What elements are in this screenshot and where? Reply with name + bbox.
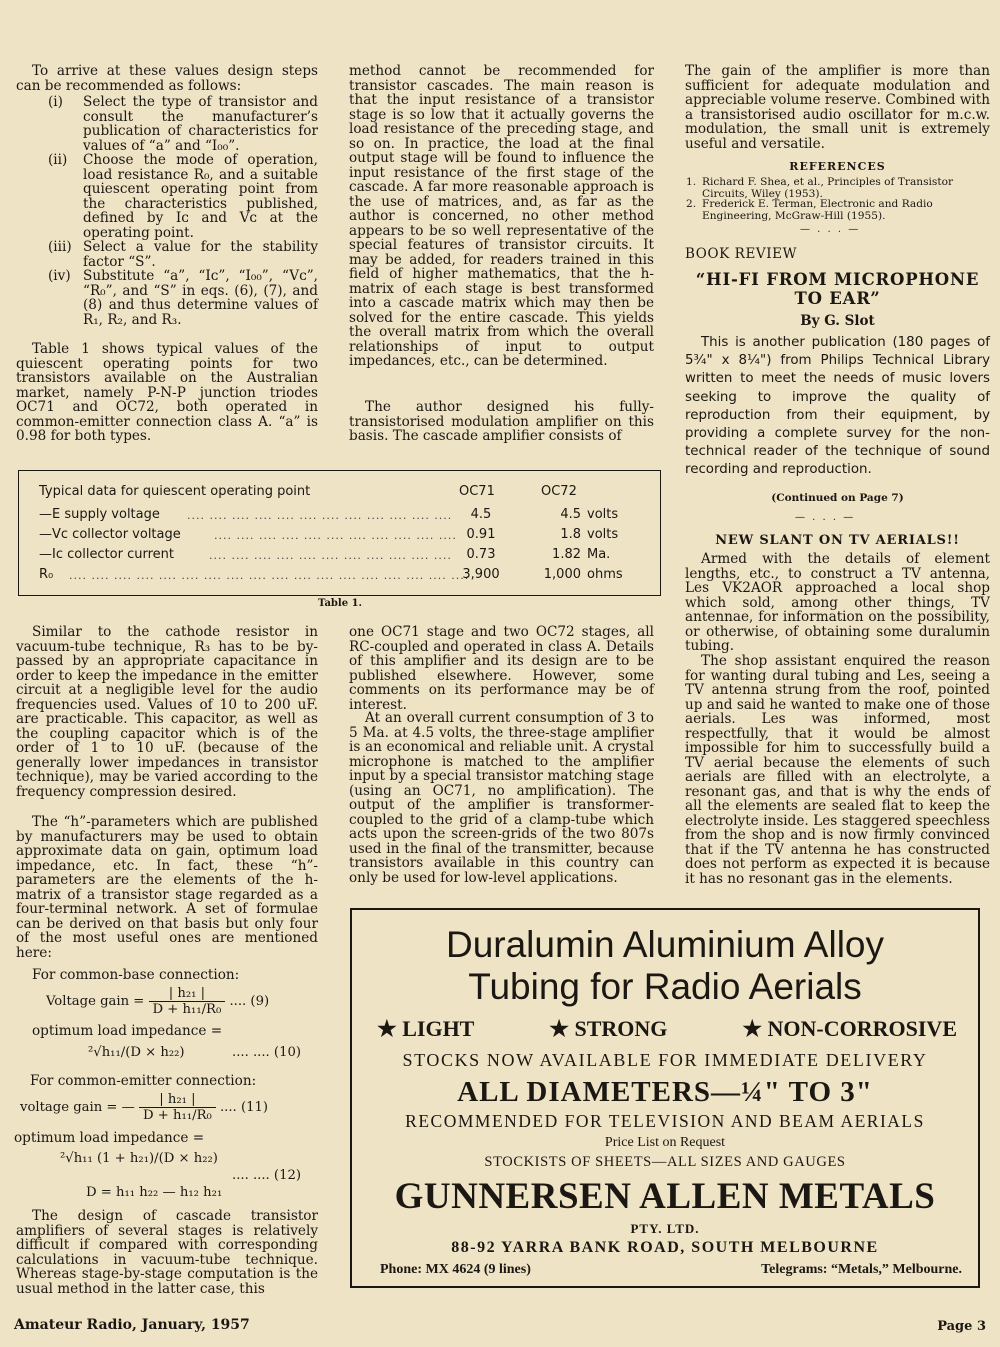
ad-price-line: Price List on Request — [604, 1135, 726, 1150]
ad-feature: ★ NON-CORROSIVE — [742, 1016, 957, 1041]
ad-feature: ★ STRONG — [549, 1016, 668, 1041]
common-base-label: For common-base connection: — [32, 967, 240, 983]
formula-9: Voltage gain = $\frac{\text{| h₂₁ |}}{\text{D + h₁₁/R₀}}$ .... (9) — [46, 986, 270, 1017]
intro-paragraph: To arrive at these values design steps can be recommended as follows: — [16, 63, 318, 94]
ad-address: 88-92 YARRA BANK ROAD, SOUTH MELBOURNE — [451, 1239, 879, 1256]
footer-publication: Amateur Radio, January, 1957 — [14, 1317, 250, 1333]
common-emitter-label: For common-emitter connection: — [30, 1073, 257, 1089]
design-step: (ii) Choose the mode of operation, load resistance R₀, and a suitable quiescent operating point from the characteristics published, defined by Iᴄ and Vᴄ at the operating point. — [48, 152, 318, 241]
separator: — . . . — — [795, 512, 856, 523]
table-row: —Iᴄ collector current .... .... .... .... .... .... .... .... .... .... .... 0.73 1.82 Ma. — [39, 547, 611, 562]
table-col-oc71: OC71 — [459, 484, 495, 499]
table-col-oc72: OC72 — [541, 484, 577, 499]
amplifier-stages-paragraph: one OC71 stage and two OC72 stages, all RC-coupled and operated in class A. Details of this amplifier and its design are to be published elsewhere. However, some comments on its performance may be of interest. — [349, 624, 654, 713]
ad-company-name: GUNNERSEN ALLEN METALS — [394, 1176, 936, 1217]
table-row: R₀ .... .... .... .... .... .... .... .... .... .... .... .... .... .... .... .... .... .... 3,900 1,000 ohms — [39, 567, 623, 582]
tv-aerials-paragraph-1: Armed with the details of element lengths, etc., to construct a TV antenna, Les VK2AOR approached a local shop which sold, among other things, TV antennae, for information on the possibility, or otherwise, of obtaining some duralumin tubing. — [685, 551, 990, 654]
design-step: (iii) Select a value for the stability factor “S”. — [48, 239, 318, 270]
current-consumption-paragraph: At an overall current consumption of 3 to 5 Ma. at 4.5 volts, the three-stage amplifier is an economical and reliable unit. A crystal microphone is matched to the amplifier input by a special transistor matching stage (using an OC71, no amplification). The output of the amplifier is transformer-coupled to the grid of a clamp-tube which acts upon the screen-grids of the two 807s used in the final of the transmitter, because transistors available in this country can only be used for low-level applications. — [349, 710, 654, 886]
reference-item: 1. Richard F. Shea, et al., Principles of Transistor Circuits, Wiley (1953). — [686, 176, 954, 200]
ad-telegrams: Telegrams: “Metals,” Melbourne. — [761, 1262, 962, 1277]
formula-12: ²√h₁₁ (1 + h₂₁)/(D × h₂₂) — [60, 1151, 218, 1166]
table-row: —E supply voltage .... .... .... .... .... .... .... .... .... .... .... .... 4.5 4.5 volts — [39, 507, 619, 522]
ad-feature: ★ LIGHT — [377, 1016, 475, 1041]
ad-pty-ltd: PTY. LTD. — [630, 1221, 700, 1236]
footer-page-number: Page 3 — [937, 1319, 986, 1334]
table-header: Typical data for quiescent operating point — [39, 484, 311, 499]
table1-intro-paragraph: Table 1 shows typical values of the quiescent operating points for two transistors available on the Australian market, namely P-N-P junction triodes OC71 and OC72, both operated in common-emitter connection class A. “a” is 0.98 for both types. — [16, 341, 318, 444]
ad-title-line-1: Duralumin Aluminium Alloy — [445, 924, 884, 965]
design-step: (iv) Substitute “a”, “Iᴄ”, “I₀₀”, “Vᴄ”, “R₀”, and “S” in eqs. (6), (7), and (8) and thus determine values of R₁, R₂, and R₃. — [48, 268, 318, 328]
book-author: By G. Slot — [800, 313, 875, 329]
book-title: “HI-FI FROM MICROPHONE TO EAR” — [695, 270, 980, 308]
ad-recommended-line: RECOMMENDED FOR TELEVISION AND BEAM AERIALS — [405, 1111, 925, 1131]
formula-10-label: optimum load impedance = — [32, 1023, 223, 1039]
cascade-design-paragraph: The design of cascade transistor amplifiers of several stages is relatively difficult if compared with corresponding calculations in vacuum-tube technique. Whereas stage-by-stage computation is the usual method in the latter case, this — [16, 1208, 318, 1297]
table-1 — [18, 470, 661, 596]
ad-diameters-line: ALL DIAMETERS—¼" TO 3" — [457, 1076, 873, 1108]
table-row: —Vᴄ collector voltage .... .... .... .... .... .... .... .... .... .... .... 0.91 1.8 volts — [39, 527, 619, 542]
tv-aerials-heading: NEW SLANT ON TV AERIALS!! — [715, 533, 960, 548]
formula-12-number: .... .... (12) — [232, 1168, 301, 1183]
table-caption: Table 1. — [317, 598, 363, 609]
cascade-paragraph: method cannot be recommended for transistor cascades. The main reason is that the input resistance of a transistor stage is so low that it actually governs the load resistance of the preceding stage, and so on. In practice, the load at the final output stage will be found to influence the input resistance of the first stage of the cascade. A far more reasonable approach is the use of matrices, and, as far as the author is concerned, no other method appears to be so well representative of the special features of transistor circuits. It may be added, for readers trained in this field of higher mathematics, that the h-matrix of each stage is best transformed into a cascade matrix which may then be solved for the entire cascade. This yields the overall matrix from which the overall relationships of input to output impedances, etc., can be determined. — [349, 63, 654, 369]
gain-paragraph: The gain of the amplifier is more than sufficient for adequate modulation and appreciable volume reserve. Combined with a transistorised audio oscillator for m.c.w. modulation, the small unit is extremely useful and versatile. — [685, 63, 990, 152]
design-steps-list — [48, 95, 318, 327]
cathode-resistor-paragraph: Similar to the cathode resistor in vacuum-tube technique, R₃ has to be by-passed by an appropriate capacitance in order to keep the impedance in the emitter circuit at a negligible level for the audio frequencies used. Values of 10 to 200 uF. are practicable. This capacitor, as well as the coupling capacitor which is of the order of 1 to 10 uF. (because of the generally lower impedances in transistor technique), may be varied according to the frequency compression desired. — [16, 624, 318, 800]
reference-item: 2. Frederick E. Terman, Electronic and Radio Engineering, McGraw-Hill (1955). — [686, 198, 933, 222]
ad-stocks-line: STOCKS NOW AVAILABLE FOR IMMEDIATE DELIVERY — [402, 1050, 928, 1070]
formula-10: ²√h₁₁/(D × h₂₂) — [88, 1045, 185, 1060]
book-review-label: BOOK REVIEW — [685, 246, 798, 262]
author-design-paragraph: The author designed his fully-transistorised modulation amplifier on this basis. The cascade amplifier consists of — [349, 399, 654, 444]
tv-aerials-paragraph-2: The shop assistant enquired the reason for wanting dural tubing and Les, seeing a TV antenna strung from the roof, pointed up and said he wanted to make one of those aerials. Les was informed, most respectfully, that it would be almost impossible for him to successfully build a TV aerial because the elements of such aerials are filled with an electrolyte, a resonant gas, and that is why the ends of all the elements are sealed flat to keep the electrolyte inside. Les staggered speechless from the shop and is now firmly convinced that if the TV antenna he has constructed does not perform as expected it is because it has no resonant gas in the elements. — [685, 653, 990, 887]
formula-10-number: .... .... (10) — [232, 1045, 301, 1060]
ad-features — [377, 1016, 957, 1042]
ad-title-line-2: Tubing for Radio Aerials — [468, 966, 862, 1007]
formula-d: D = h₁₁ h₂₂ — h₁₂ h₂₁ — [86, 1185, 223, 1200]
references-heading: REFERENCES — [789, 160, 886, 173]
formula-12-label: optimum load impedance = — [14, 1130, 205, 1146]
ad-stockists-line: STOCKISTS OF SHEETS—ALL SIZES AND GAUGES — [484, 1154, 846, 1170]
book-review-text: This is another publication (180 pages of 5¾" x 8¼") from Philips Technical Library written to meet the needs of music lovers seeking to improve the quality of reproduction from their equipment, by providing a complete survey for the non-technical reader of the technique of sound recording and reproduction. — [685, 335, 990, 478]
ad-phone: Phone: MX 4624 (9 lines) — [380, 1262, 531, 1277]
design-step: (i) Select the type of transistor and consult the manufacturer’s publication of characteristics for values of “a” and “I₀₀”. — [48, 94, 318, 154]
formula-11: voltage gain = — $\frac{\text{| h₂₁ |}}{\text{D + h₁₁/R₀}}$ .... (11) — [20, 1092, 269, 1123]
separator: — . . . — — [800, 224, 861, 235]
continued-note: (Continued on Page 7) — [771, 492, 904, 504]
advertisement — [350, 908, 980, 1288]
h-parameters-paragraph: The “h”-parameters which are published by manufacturers may be used to obtain approximate data on gain, optimum load impedance, etc. In fact, these “h”-parameters are the elements of the h-matrix of a transistor stage regarded as a four-terminal network. A set of formulae can be derived on that basis but only four of the most useful ones are mentioned here: — [16, 814, 318, 961]
